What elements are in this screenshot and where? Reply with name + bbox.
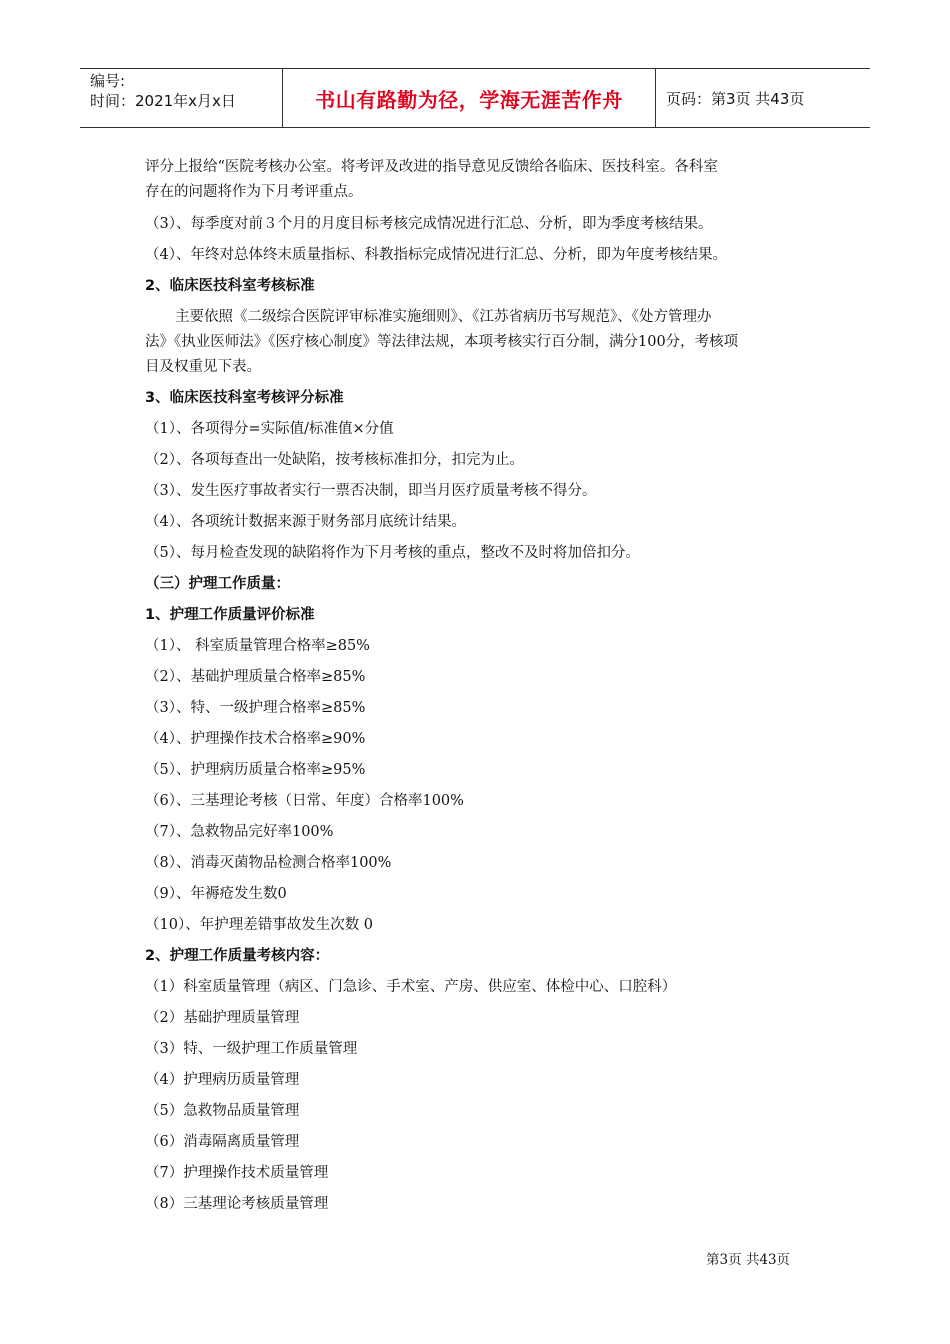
list-item: （4）、年终对总体终末质量指标、科教指标完成情况进行汇总、分析，即为年度考核结果。 [145, 247, 727, 263]
header-meta [80, 69, 282, 127]
document-body [145, 155, 810, 1220]
text-line: 法》《执业医师法》《医疗核心制度》等法律法规，本项考核实行百分制，满分100分，考核项 [145, 334, 739, 350]
list-item: （9）、年褥疮发生数0 [145, 886, 287, 902]
document-number: 编号: [90, 72, 126, 90]
list-item: （8）、消毒灭菌物品检测合格率100% [145, 855, 392, 871]
text-line: 存在的问题将作为下月考评重点。 [145, 184, 363, 200]
section-heading: 2、护理工作质量考核内容： [145, 948, 330, 964]
list-item: （7）护理操作技术质量管理 [145, 1165, 329, 1181]
list-item: （4）护理病历质量管理 [145, 1072, 300, 1088]
list-item: （5）、每月检查发现的缺陷将作为下月考核的重点，整改不及时将加倍扣分。 [145, 545, 640, 561]
list-item: （3）、特、一级护理合格率≥85% [145, 700, 366, 716]
list-item: （7）、急救物品完好率100% [145, 824, 334, 840]
header-motto: 书山有路勤为径，学海无涯苦作舟 [282, 69, 656, 127]
page-header [80, 68, 870, 128]
list-item: （1）、各项得分=实际值/标准值×分值 [145, 421, 394, 437]
text-line: 主要依照《二级综合医院评审标准实施细则》、《江苏省病历书写规范》、《处方管理办 [175, 309, 712, 325]
document-date: 时间：2021年x月x日 [90, 92, 236, 110]
list-item: （1）科室质量管理（病区、门急诊、手术室、产房、供应室、体检中心、口腔科） [145, 979, 677, 995]
list-item: （3）、发生医疗事故者实行一票否决制，即当月医疗质量考核不得分。 [145, 483, 597, 499]
list-item: （1）、 科室质量管理合格率≥85% [145, 638, 370, 654]
list-item: （2）、基础护理质量合格率≥85% [145, 669, 366, 685]
header-page-number: 页码：第3页 共43页 [666, 89, 805, 108]
section-heading: 2、临床医技科室考核标准 [145, 278, 315, 294]
section-heading: 1、护理工作质量评价标准 [145, 607, 315, 623]
list-item: （6）消毒隔离质量管理 [145, 1134, 300, 1150]
list-item: （8）三基理论考核质量管理 [145, 1196, 329, 1212]
list-item: （2）基础护理质量管理 [145, 1010, 300, 1026]
list-item: （3）、每季度对前３个月的月度目标考核完成情况进行汇总、分析，即为季度考核结果。 [145, 216, 713, 232]
section-heading: 3、临床医技科室考核评分标准 [145, 390, 344, 406]
list-item: （4）、护理操作技术合格率≥90% [145, 731, 366, 747]
text-line: 评分上报给“医院考核办公室。将考评及改进的指导意见反馈给各临床、医技科室。各科室 [145, 159, 718, 175]
text-line: 目及权重见下表。 [145, 359, 261, 375]
page-footer: 第3页 共43页 [706, 1252, 791, 1268]
list-item: （4）、各项统计数据来源于财务部月底统计结果。 [145, 514, 466, 530]
list-item: （2）、各项每查出一处缺陷，按考核标准扣分，扣完为止。 [145, 452, 524, 468]
list-item: （5）急救物品质量管理 [145, 1103, 300, 1119]
section-heading: （三）护理工作质量： [145, 576, 290, 592]
list-item: （5）、护理病历质量合格率≥95% [145, 762, 366, 778]
paragraph-basis [145, 305, 810, 380]
paragraph-report [145, 155, 810, 205]
list-item: （10）、年护理差错事故发生次数 0 [145, 917, 374, 933]
list-item: （6）、三基理论考核（日常、年度）合格率100% [145, 793, 464, 809]
list-item: （3）特、一级护理工作质量管理 [145, 1041, 358, 1057]
